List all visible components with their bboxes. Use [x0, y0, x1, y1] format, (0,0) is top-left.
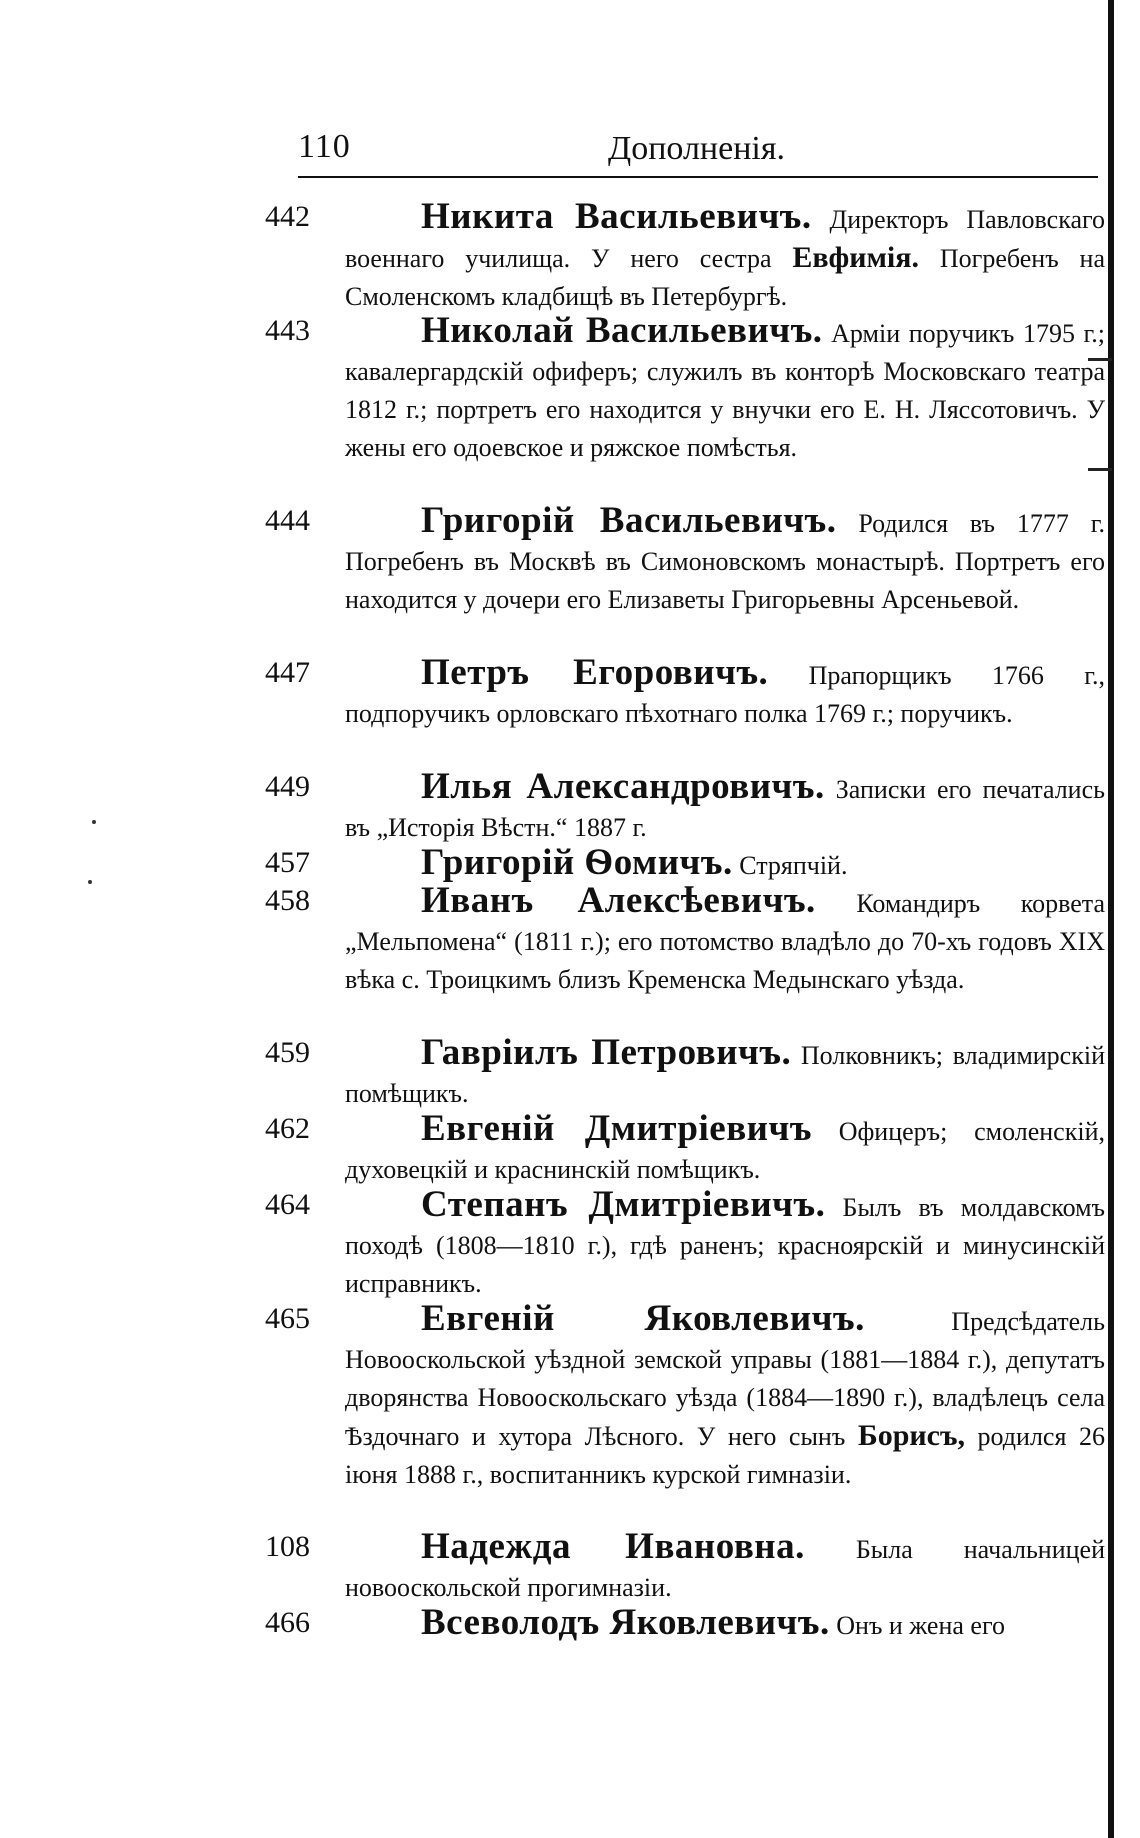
entry-442 [265, 198, 1105, 312]
entry-list [265, 198, 1105, 1642]
entry-number: 459 [265, 1036, 310, 1069]
scan-speck [92, 820, 96, 824]
entry-name: Евгеній Дмитріевичъ [421, 1108, 812, 1149]
entry-text [345, 768, 1105, 847]
entry-text [345, 1528, 1105, 1607]
entry-443 [265, 312, 1105, 502]
entry-number: 464 [265, 1188, 310, 1221]
entry-number: 465 [265, 1302, 310, 1335]
entry-text [345, 654, 1105, 733]
entry-text [345, 1110, 1105, 1189]
entry-457 [265, 844, 1105, 882]
entry-description: Стряпчій. [739, 851, 848, 880]
entry-description: Директоръ Павловскаго военнаго училища. У него сестра [345, 205, 1106, 273]
entry-number: 462 [265, 1112, 310, 1145]
entry-name: Надежда Ивановна. [421, 1526, 805, 1567]
entry-465 [265, 1300, 1105, 1528]
entry-number: 108 [265, 1530, 310, 1563]
entry-name: Степанъ Дмитріевичъ. [421, 1184, 826, 1225]
entry-number: 442 [265, 200, 310, 233]
entry-description: Записки его печатались въ „Исторія Вѣстн.“ 1887 г. [345, 775, 1105, 842]
entry-description: Предсѣдатель Новооскольской уѣздной земской управы (1881—1884 г.), депутатъ дворянства Новооскольскаго уѣзда (1884—1890 г.), владѣлецъ села Ѣздочнаго и хутора Лѣсного. У него сынъ [345, 1307, 1105, 1451]
entry-number: 457 [265, 846, 310, 879]
entry-name: Никита Васильевичъ. [421, 196, 812, 237]
entry-description: Арміи поручикъ 1795 г.; кавалергардскій офиферъ; служилъ въ конторѣ Московскаго театра 1812 г.; портретъ его находится у внучки его Е. Н. Ляссотовичъ. У жены его одоевское и ряжское помѣстья. [345, 319, 1106, 462]
entry-number: 443 [265, 314, 310, 347]
entry-name: Иванъ Алексѣевичъ. [421, 880, 816, 921]
entry-449 [265, 768, 1105, 844]
running-title: Дополненія. [608, 130, 785, 167]
entry-description: Прапорщикъ 1766 г., подпоручикъ орловскаго пѣхотнаго полка 1769 г.; поручикъ. [345, 661, 1105, 728]
entry-text [345, 1300, 1105, 1494]
entry-text [345, 844, 1105, 885]
entry-description: Родился въ 1777 г. Погребенъ въ Москвѣ въ Симоновскомъ монастырѣ. Портретъ его находится у дочери его Елизаветы Григорьевны Арсеньевой. [345, 509, 1106, 614]
book-spine-edge [1108, 0, 1114, 1838]
entry-name: Григорій Ѳомичъ. [421, 842, 733, 883]
entry-name: Петръ Егоровичъ. [421, 652, 769, 693]
entry-description: Полковникъ; владимирскій помѣщикъ. [345, 1041, 1105, 1108]
entry-name: Всеволодъ Яковлевичъ. [421, 1602, 830, 1643]
entry-466 [265, 1604, 1105, 1642]
entry-number: 458 [265, 884, 310, 917]
entry-text [345, 882, 1105, 999]
entry-number: 466 [265, 1606, 310, 1639]
entry-458 [265, 882, 1105, 1034]
page-number: 110 [298, 128, 351, 165]
entry-number: 447 [265, 656, 310, 689]
entry-108 [265, 1528, 1105, 1604]
entry-text [345, 1604, 1105, 1645]
page-header [298, 128, 1098, 178]
entry-description-continued: Погребенъ на Смоленскомъ кладбищѣ въ Петербургѣ. [345, 244, 1105, 311]
entry-462 [265, 1110, 1105, 1186]
entry-name: Евгеній Яковлевичъ. [421, 1298, 865, 1339]
entry-444 [265, 502, 1105, 654]
entry-464 [265, 1186, 1105, 1300]
entry-text [345, 502, 1105, 619]
entry-description-continued: родился 26 іюня 1888 г., воспитанникъ курской гимназіи. [345, 1422, 1105, 1489]
entry-description: Офицеръ; смоленскій, духовецкій и краснинскій помѣщикъ. [345, 1117, 1105, 1184]
entry-name: Илья Александровичъ. [421, 766, 825, 807]
entry-text [345, 198, 1105, 316]
entry-text [345, 1034, 1105, 1113]
entry-number: 449 [265, 770, 310, 803]
entry-relative-name: Борисъ, [857, 1419, 965, 1452]
entry-description: Была начальницей новооскольской прогимназіи. [345, 1535, 1105, 1602]
header-rule [298, 176, 1098, 178]
entry-text [345, 312, 1105, 467]
entry-description: Онъ и жена его [836, 1611, 1005, 1640]
entry-name: Григорій Васильевичъ. [421, 500, 837, 541]
entry-relative-name: Евфимія. [792, 241, 919, 274]
entry-description: Командиръ корвета „Мельпомена“ (1811 г.); его потомство владѣло до 70-хъ годовъ XIX вѣка с. Троицкимъ близъ Кременска Медынскаго уѣзда. [345, 889, 1105, 994]
scan-speck [88, 880, 92, 884]
entry-number: 444 [265, 504, 310, 537]
entry-name: Николай Васильевичъ. [421, 310, 823, 351]
entry-name: Гавріилъ Петровичъ. [421, 1032, 792, 1073]
entry-description: Былъ въ молдавскомъ походѣ (1808—1810 г.), гдѣ раненъ; красноярскій и минусинскій исправникъ. [345, 1193, 1106, 1298]
entry-text [345, 1186, 1105, 1303]
entry-459 [265, 1034, 1105, 1110]
entry-447 [265, 654, 1105, 768]
